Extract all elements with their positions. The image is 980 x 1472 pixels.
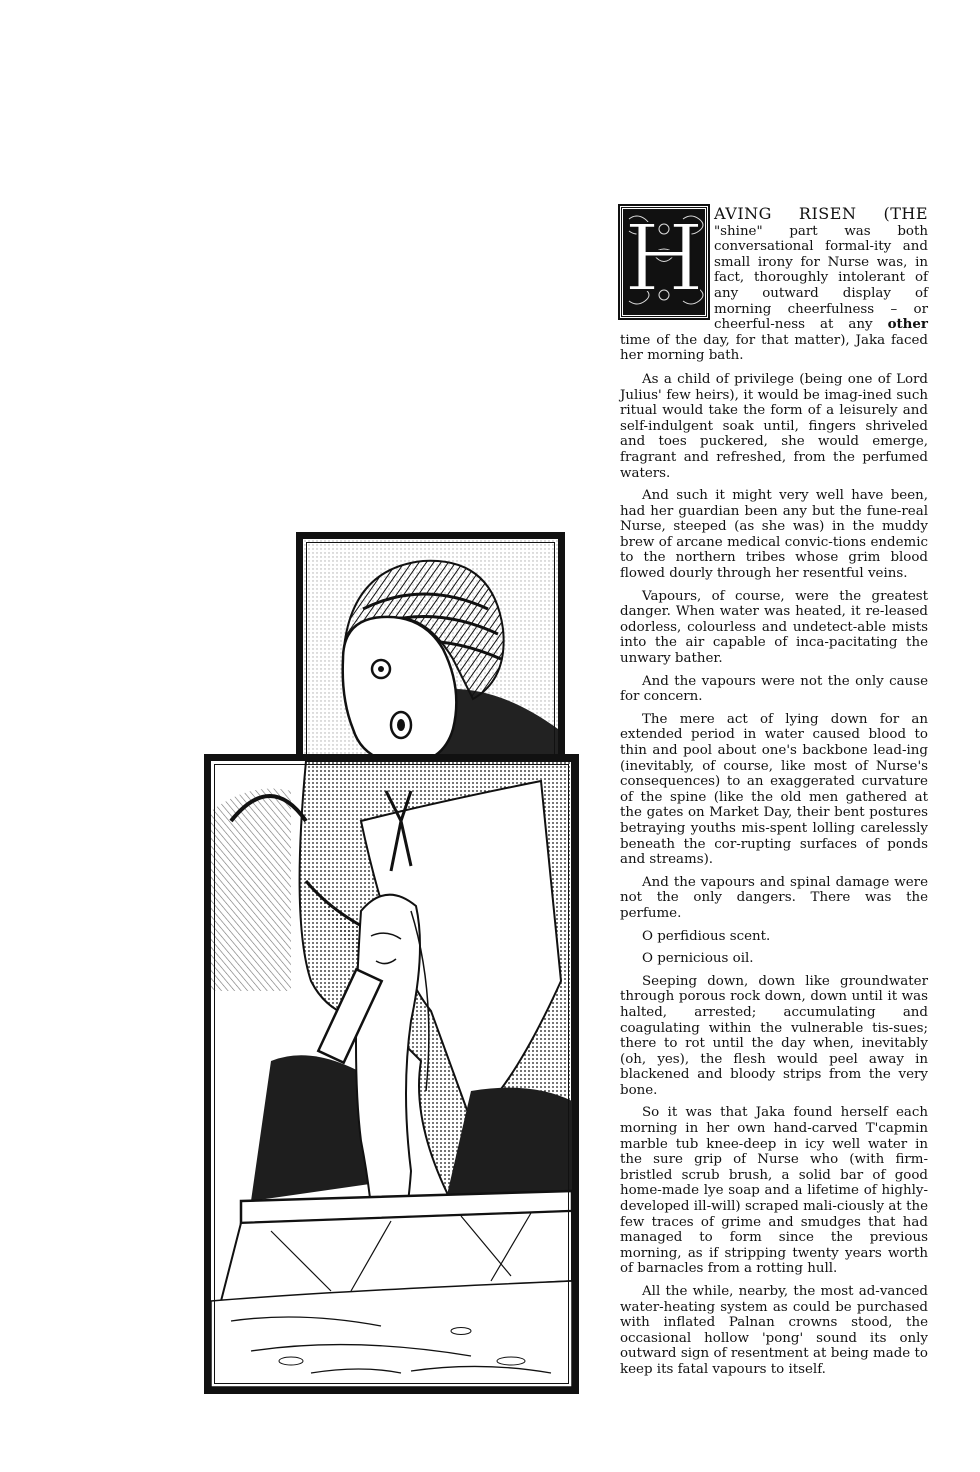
illustration-panel-bath-scene [204,754,579,1394]
paragraph-7: And the vapours and spinal damage were not the only dangers. There was the perfume. [620,874,928,921]
story-text-column [620,206,928,1385]
drop-cap-letter: H [623,205,705,312]
illuminated-drop-cap [620,206,708,318]
paragraph-3: And such it might very well have been, had her guardian been any but the fune-real Nurse, steeped (as she was) in the muddy brew of arcane medical convic-tions endemic to the northern tribes whose grim blood flowed dourly through her resentful veins. [620,488,928,582]
paragraph-2: As a child of privilege (being one of Lord Julius' few heirs), it would be imag-ined such ritual would take the form of a leisurely and self-indulgent soak until, fingers shriveled and toes puckered, she would emerge, fragrant and refreshed, from the perfumed waters. [620,371,928,481]
illustration-panel-nurse-face [296,532,565,776]
paragraph-6: The mere act of lying down for an extended period in water caused blood to thin and pool about one's backbone lead-ing (inevitably, of course, like most of Nurse's consequences) to an exaggerated curvature of the spine (like the old men gathered at the gates on Market Day, their bent postures betraying youths mis-spent lolling carelessly beneath the cor-rupting surfaces of ponds and streams). [620,711,928,868]
emphasis-other: other [887,316,928,333]
paragraph-11: So it was that Jaka found herself each morning in her own hand-carved T'capmin marble tub knee-deep in icy well water in the sure grip of Nurse who (with firm-bristled scrub brush, a solid bar of good home-made lye soap and a lifetime of highly-developed ill-will) scraped mali-ciously at the few traces of grime and smudges that had managed to form since the previous morning, as if stripping twenty years worth of barnacles from a rotting hull. [620,1105,928,1277]
bath-scene-drawing [211,761,572,1387]
paragraph-9: O pernicious oil. [642,951,754,967]
paragraph-12: All the while, nearby, the most ad-vanced water-heating system as could be purchased with inflated Palnan crowns stood, the occasional hollow 'pong' sound its only outward sign of resentment at being made to keep its fatal vapours to itself. [620,1284,928,1377]
paragraph-4: Vapours, of course, were the greatest danger. When water was heated, it re-leased odorless, colourless and undetect-able mists into the air capable of inca-pacitating the unwary bather. [620,588,928,667]
opening-small-caps: AVING RISEN (THE [714,204,928,223]
paragraph-8: O perfidious scent. [642,928,771,944]
paragraph-1-text-a: "shine" part was both conversational formal-ity and small irony for Nurse was, in fact, thoroughly intolerant of any outward display of morning cheerfulness – or cheerful-ness at any [714,223,928,333]
paragraph-10: Seeping down, down like groundwater through porous rock down, down until it was halted, arrested; accumulating and coagulating within the vulnerable tis-sues; there to rot until the day when, inevitably (oh, yes), the flesh would peel away in blackened and bloody strips from the very bone. [620,973,928,1098]
paragraph-1-text-b: time of the day, for that matter), Jaka faced her morning bath. [620,332,928,364]
nurse-face-drawing [303,539,558,769]
paragraph-5: And the vapours were not the only cause for concern. [620,673,928,705]
